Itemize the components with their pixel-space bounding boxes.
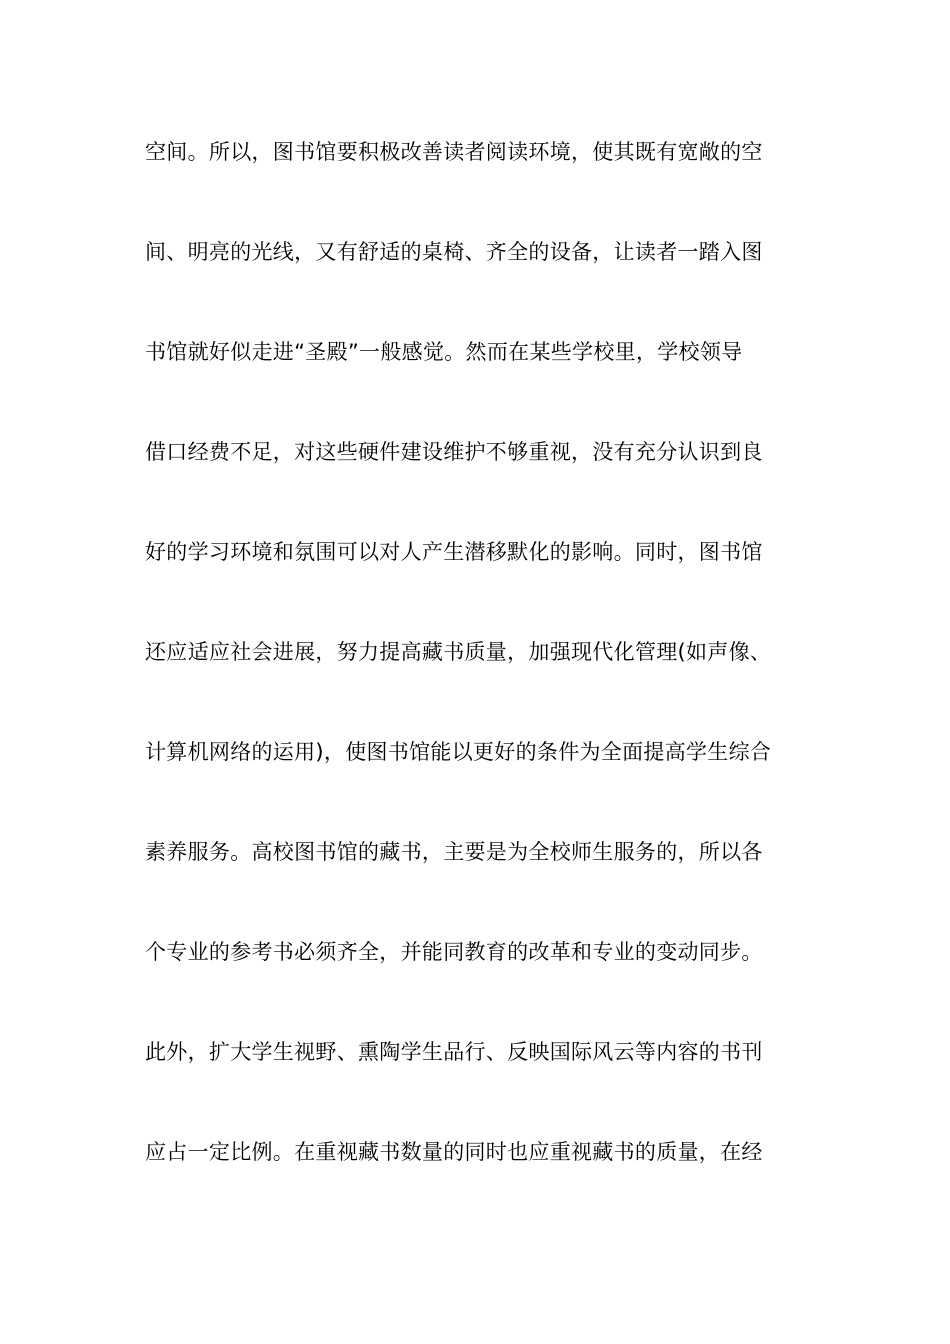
text-line: 空间。所以，图书馆要积极改善读者阅读环境，使其既有宽敞的空 [145, 140, 763, 164]
text-line: 素养服务。高校图书馆的藏书，主要是为全校师生服务的，所以各 [145, 840, 763, 864]
text-line: 还应适应社会进展，努力提高藏书质量，加强现代化管理(如声像、 [145, 640, 772, 664]
text-line: 书馆就好似走进“圣殿”一般感觉。然而在某些学校里，学校领导 [145, 340, 743, 364]
text-line: 计算机网络的运用)，使图书馆能以更好的条件为全面提高学生综合 [145, 740, 772, 764]
text-line: 借口经费不足，对这些硬件建设维护不够重视，没有充分认识到良 [145, 440, 763, 464]
text-line: 此外，扩大学生视野、熏陶学生品行、反映国际风云等内容的书刊 [145, 1040, 763, 1064]
body-text [145, 130, 810, 1230]
text-line: 个专业的参考书必须齐全，并能同教育的改革和专业的变动同步。 [145, 940, 763, 964]
text-line: 间、明亮的光线，又有舒适的桌椅、齐全的设备，让读者一踏入图 [145, 240, 763, 264]
text-line: 好的学习环境和氛围可以对人产生潜移默化的影响。同时，图书馆 [145, 540, 763, 564]
text-line: 应占一定比例。在重视藏书数量的同时也应重视藏书的质量，在经 [145, 1140, 763, 1164]
